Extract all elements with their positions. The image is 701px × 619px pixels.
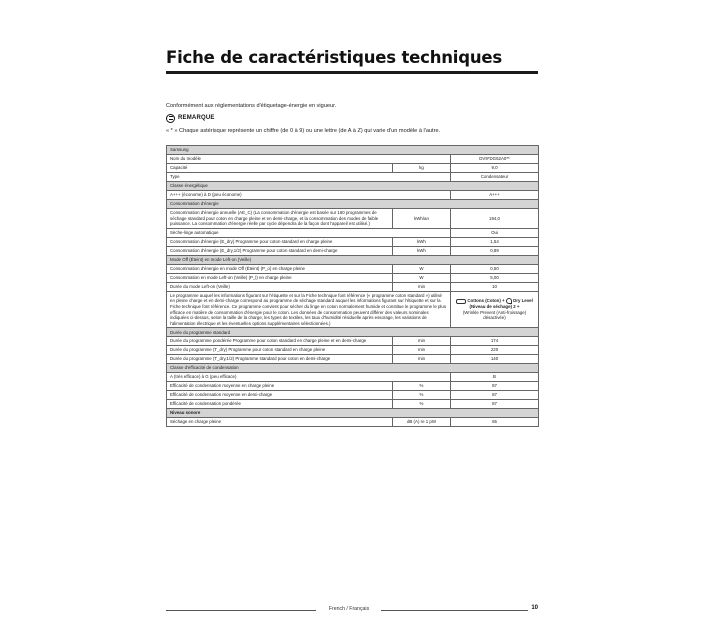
row-label: Durée du programme (T_dry,1/2) Programme standard pour coton en demi-charge [167, 354, 393, 363]
table-row [167, 146, 539, 155]
row-unit: % [393, 399, 451, 408]
remarque [166, 113, 215, 123]
table-row [167, 354, 539, 363]
spec-table [166, 145, 539, 427]
table-row [167, 237, 539, 246]
row-label: Sèche-linge automatique [167, 228, 451, 237]
row-value: 194,0 [451, 209, 539, 229]
section-header: Niveau sonore [167, 408, 539, 417]
table-row [167, 328, 539, 337]
row-label: Durée du programme (T_dry) Programme pour coton standard en charge pleine [167, 345, 393, 354]
footer-rule [381, 610, 528, 611]
row-value: 174 [451, 337, 539, 346]
table-row [167, 273, 539, 282]
section-header: Classe d'efficacité de condensation [167, 363, 539, 372]
table-row [167, 372, 539, 381]
row-unit: kWh [393, 237, 451, 246]
title-rule [166, 71, 538, 74]
table-row [167, 155, 539, 164]
row-value: 140 [451, 354, 539, 363]
footer-rule [166, 610, 316, 611]
row-value: 0,50 [451, 264, 539, 273]
row-label: Le programme auquel les informations figurant sur l'étiquette et sur la Fiche technique font référence (« programme coton standard ») utilisé en pleine charge et en demi-charge correspond au programme de séchage standard auquel les informations figurant sur l'étiquette et sur la Fiche technique font référence. Ce programme convient pour sécher du linge en coton normalement humide et constitue le programme le plus efficace en matière de consommation d'énergie pour le coton. Les données de consommation peuvent différer des valeurs nominales indiquées ci-dessus, selon la taille de la charge, les types de textiles, les taux d'humidité résiduelle après essorage, les variations de l'alimentation électrique et les éventuelles options supplémentaires sélectionnées.) [167, 291, 451, 328]
section-header: Consommation d'énergie [167, 200, 539, 209]
row-label: A+++ (économe) à D (peu économe) [167, 191, 451, 200]
page-title: Fiche de caractéristiques techniques [166, 48, 503, 67]
table-row [167, 182, 539, 191]
row-value: 87 [451, 390, 539, 399]
table-row [167, 255, 539, 264]
row-label: Durée du programme pondérée Programme pour coton standard en charge pleine et en demi-charge [167, 337, 393, 346]
row-unit: kWh [393, 246, 451, 255]
table-row [167, 246, 539, 255]
row-label: Capacité [167, 164, 393, 173]
row-label: Efficacité de condensation pondérée [167, 399, 393, 408]
page-number: 10 [531, 605, 538, 611]
row-unit: kg [393, 164, 451, 173]
row-unit: W [393, 264, 451, 273]
row-label: Séchage en charge pleine [167, 417, 393, 426]
row-unit: min [393, 282, 451, 291]
row-unit: dB (A) re 1 pW [393, 417, 451, 426]
note-icon [166, 114, 175, 123]
cotton-symbol-icon [456, 299, 466, 304]
table-row [167, 345, 539, 354]
row-label: Consommation en mode Left-on (Veille) (P_l) en charge pleine [167, 273, 393, 282]
footer-language: French / Français [328, 606, 370, 612]
section-header: Classe énergétique [167, 182, 539, 191]
row-value: 65 [451, 417, 539, 426]
row-value: 1,54 [451, 237, 539, 246]
row-label: Efficacité de condensation moyenne en demi-charge [167, 390, 393, 399]
intro-text: Conformément aux réglementations d'étiquetage-énergie en vigueur. [166, 103, 337, 109]
row-label: Nom du modèle [167, 155, 451, 164]
table-row [167, 200, 539, 209]
row-value: A+++ [451, 191, 539, 200]
table-row [167, 291, 539, 328]
table-row [167, 381, 539, 390]
row-unit: kWh/an [393, 209, 451, 229]
table-row [167, 282, 539, 291]
row-value: Oui [451, 228, 539, 237]
row-label: A (très efficace) à G (peu efficace) [167, 372, 451, 381]
program-value [451, 291, 539, 328]
row-value: 10 [451, 282, 539, 291]
section-header: Mode Off (Éteint) en mode Left-on (Veille) [167, 255, 539, 264]
row-label: Durée du mode Left-on (Veille) [167, 282, 393, 291]
table-row [167, 390, 539, 399]
row-value: 0,89 [451, 246, 539, 255]
table-row [167, 399, 539, 408]
row-value: Condensateur [451, 173, 539, 182]
row-unit: W [393, 273, 451, 282]
row-unit: min [393, 354, 451, 363]
asterisk-note: « * » Chaque astérisque représente un chiffre (de 0 à 9) ou une lettre (de A à Z) qui varie d'un modèle à l'autre. [166, 128, 441, 134]
row-label: Efficacité de condensation moyenne en charge pleine [167, 381, 393, 390]
table-row [167, 164, 539, 173]
row-label: Type [167, 173, 451, 182]
table-row [167, 363, 539, 372]
program-value-line: Dry Level (Niveau de séchage) 2 + [469, 298, 533, 310]
row-value: 220 [451, 345, 539, 354]
table-row [167, 173, 539, 182]
program-value-line: Cottons (Coton) + [467, 298, 505, 304]
row-value: DV9*DG52A0** [451, 155, 539, 164]
row-value: 87 [451, 399, 539, 408]
row-value: 87 [451, 381, 539, 390]
row-label: Consommation d'énergie en mode Off (Éteint) (P_o) en charge pleine [167, 264, 393, 273]
row-value: 9,0 [451, 164, 539, 173]
table-row [167, 337, 539, 346]
brand-cell: Samsung [167, 146, 539, 155]
row-unit: min [393, 337, 451, 346]
table-row [167, 417, 539, 426]
section-header: Durée du programme standard [167, 328, 539, 337]
row-unit: min [393, 345, 451, 354]
table-row [167, 209, 539, 229]
row-label: Consommation d'énergie annuelle (AE_C) (La consommation d'énergie est basée sur 160 programmes de séchage standard pour coton en charge pleine et en demi-charge, et la consommation des modes de faible puissance. La consommation d'énergie réelle par cycle dépendra de la façon dont l'appareil est utilisé.) [167, 209, 393, 229]
row-label: Consommation d'énergie (E_dry) Programme pour coton standard en charge pleine [167, 237, 393, 246]
page-footer [166, 606, 538, 614]
table-row [167, 408, 539, 417]
row-unit: % [393, 381, 451, 390]
table-row [167, 228, 539, 237]
program-value-line: (Wrinkle Prevent (Anti-froissage) désactivée) [462, 309, 527, 321]
table-row [167, 264, 539, 273]
row-value: 5,00 [451, 273, 539, 282]
remarque-label: REMARQUE [178, 115, 215, 121]
table-row [167, 191, 539, 200]
row-unit: % [393, 390, 451, 399]
row-value: B [451, 372, 539, 381]
row-label: Consommation d'énergie (E_dry,1/2) Programme pour coton standard en demi-charge [167, 246, 393, 255]
